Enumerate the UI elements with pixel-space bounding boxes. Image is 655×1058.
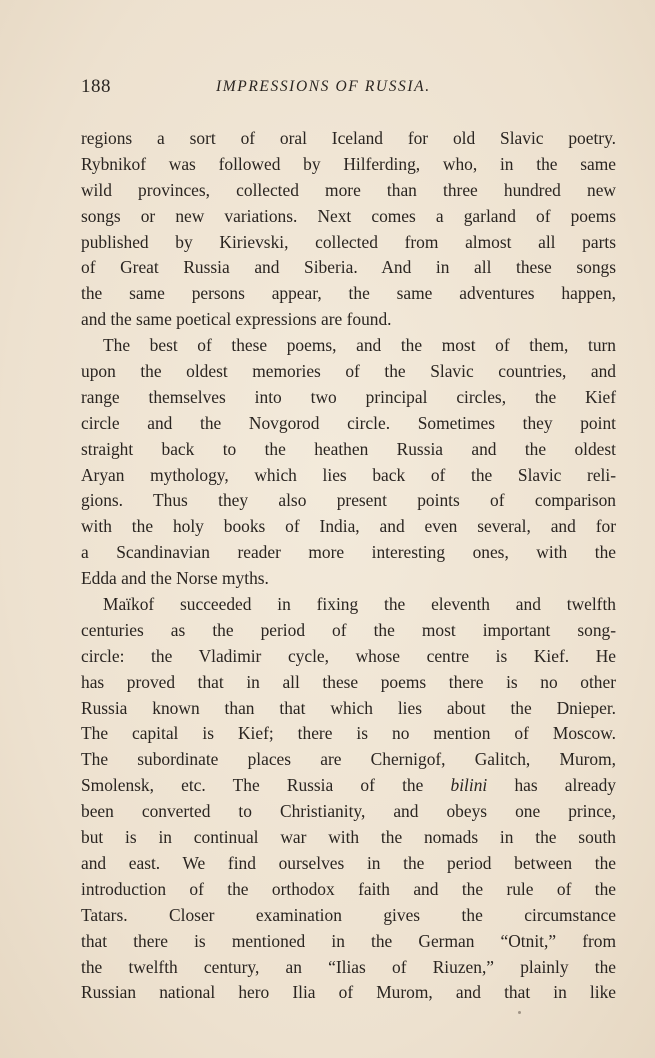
text-line: introduction of the orthodox faith and the rule of the <box>81 878 616 899</box>
text-line: of Great Russia and Siberia. And in all these songs <box>81 257 616 278</box>
italic-term: bilini <box>450 775 488 796</box>
text-line: Edda and the Norse myths. <box>81 568 269 589</box>
text-line: upon the oldest memories of the Slavic countries, and <box>81 361 616 382</box>
line-lead: Smolensk, etc. The Russia of the <box>81 775 424 796</box>
text-line: the same persons appear, the same adventures happen, <box>81 283 616 304</box>
text-line: Maïkof succeeded in fixing the eleventh and twelfth <box>103 594 616 615</box>
text-line: but is in continual war with the nomads in the south <box>81 827 616 848</box>
text-line: circle: the Vladimir cycle, whose centre is Kief. He <box>81 645 616 666</box>
text-line: circle and the Novgorod circle. Sometimes they point <box>81 412 616 433</box>
page-header <box>81 76 616 106</box>
line-tail: has already <box>514 775 616 796</box>
text-line: and the same poetical expressions are found. <box>81 309 392 330</box>
text-line: Russia known than that which lies about the Dnieper. <box>81 697 616 718</box>
text-line: regions a sort of oral Iceland for old Slavic poetry. <box>81 128 616 148</box>
body-text <box>81 126 616 1006</box>
running-title: IMPRESSIONS OF RUSSIA. <box>216 78 431 95</box>
page-number: 188 <box>81 76 111 97</box>
text-line: been converted to Christianity, and obeys one prince, <box>81 801 616 822</box>
text-line: that there is mentioned in the German “Otnit,” from <box>81 930 616 951</box>
book-page <box>81 76 616 1006</box>
text-line: The capital is Kief; there is no mention of Moscow. <box>81 723 616 744</box>
text-line: a Scandinavian reader more interesting ones, with the <box>81 542 616 563</box>
text-line: Russian national hero Ilia of Murom, and that in like <box>81 982 616 1003</box>
text-line: straight back to the heathen Russia and the oldest <box>81 438 616 459</box>
text-line: wild provinces, collected more than three hundred new <box>81 179 616 200</box>
text-line: songs or new variations. Next comes a garland of poems <box>81 205 616 226</box>
text-line: with the holy books of India, and even several, and for <box>81 516 616 537</box>
text-line: The best of these poems, and the most of them, turn <box>103 335 616 356</box>
text-line: the twelfth century, an “Ilias of Riuzen,” plainly the <box>81 956 616 977</box>
text-line: has proved that in all these poems there is no other <box>81 671 616 692</box>
text-line: published by Kirievski, collected from almost all parts <box>81 231 616 252</box>
text-line: Tatars. Closer examination gives the circumstance <box>81 904 616 925</box>
text-line: The subordinate places are Chernigof, Galitch, Murom, <box>81 749 616 770</box>
paper-speck <box>518 1011 521 1014</box>
text-line: range themselves into two principal circles, the Kief <box>81 386 616 407</box>
text-line: centuries as the period of the most important song- <box>81 619 616 640</box>
text-line: Aryan mythology, which lies back of the Slavic reli- <box>81 464 616 485</box>
text-line: and east. We find ourselves in the period between the <box>81 852 616 873</box>
text-line: gions. Thus they also present points of comparison <box>81 490 616 511</box>
text-line: Rybnikof was followed by Hilferding, who, in the same <box>81 153 616 174</box>
text-line-with-italic <box>81 773 616 799</box>
